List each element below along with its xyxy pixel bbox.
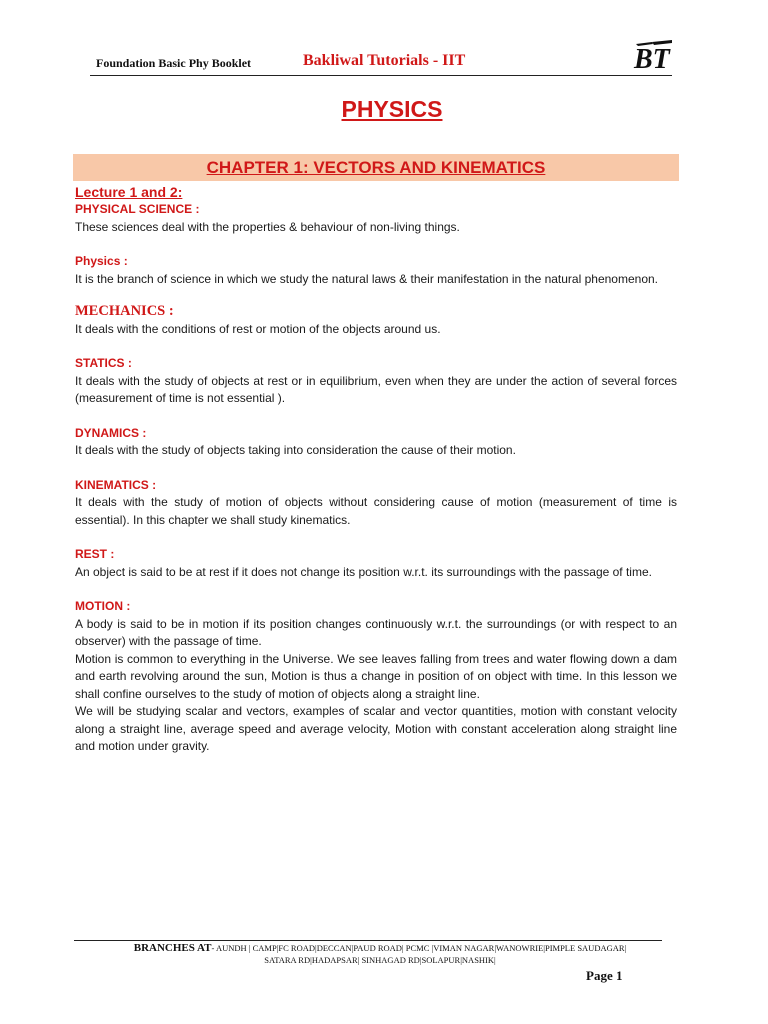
section-body-physical-science: These sciences deal with the properties & behaviour of non-living things. bbox=[75, 219, 460, 234]
logo-text: BT bbox=[634, 44, 670, 72]
booklet-name: Foundation Basic Phy Booklet bbox=[96, 56, 252, 70]
section-heading-statics: STATICS : bbox=[75, 356, 132, 370]
section-body-motion-3: We will be studying scalar and vectors, examples of scalar and vector quantities, motion with constant velocity along a straight line, average speed and average velocity, Motion with constant acceleration along straight line and motion under gravity. bbox=[75, 704, 677, 753]
section-heading-kinematics: KINEMATICS : bbox=[75, 477, 157, 492]
bt-logo-icon bbox=[632, 38, 674, 72]
branches-label: BRANCHES AT bbox=[133, 942, 212, 954]
section-heading-physical-science: PHYSICAL SCIENCE : bbox=[75, 202, 200, 216]
branches-line-1: - AUNDH | CAMP|FC ROAD|DECCAN|PAUD ROAD| PCMC |VIMAN NAGAR|WANOWRIE|PIMPLE SAUDAGAR| bbox=[211, 943, 627, 953]
section-body-mechanics: It deals with the conditions of rest or motion of the objects around us. bbox=[75, 321, 441, 336]
footer-rule bbox=[74, 940, 662, 941]
section-body-kinematics: It deals with the study of motion of objects without considering cause of motion (measurement of time is essential). In this chapter we shall study kinematics. bbox=[75, 495, 677, 527]
section-body-physics: It is the branch of science in which we study the natural laws & their manifestation in the natural phenomenon. bbox=[75, 271, 658, 286]
section-body-rest: An object is said to be at rest if it does not change its position w.r.t. its surroundings with the passage of time. bbox=[75, 564, 652, 579]
lecture-heading: Lecture 1 and 2: bbox=[75, 184, 183, 200]
section-body-dynamics: It deals with the study of objects taking into consideration the cause of their motion. bbox=[75, 443, 516, 457]
section-heading-motion: MOTION : bbox=[75, 599, 131, 613]
section-heading-dynamics: DYNAMICS : bbox=[75, 425, 147, 440]
section-body-motion-2: Motion is common to everything in the Universe. We see leaves falling from trees and water flowing down a dam and earth revolving around the sun, Motion is thus a change in position of on object with time. In this lesson we shall confine ourselves to the study of motion of objects along a straight line. bbox=[75, 651, 677, 701]
page-number: Page 1 bbox=[586, 968, 623, 983]
page-title-text: PHYSICS bbox=[341, 96, 443, 122]
section-heading-physics: Physics : bbox=[75, 254, 128, 268]
page-title bbox=[0, 96, 768, 123]
header-rule bbox=[90, 75, 672, 76]
branches-line-2: SATARA RD|HADAPSAR| SINHAGAD RD|SOLAPUR|NASHIK| bbox=[264, 955, 496, 965]
footer-branches bbox=[100, 942, 660, 966]
section-heading-mechanics: MECHANICS : bbox=[75, 303, 174, 319]
chapter-banner bbox=[73, 154, 679, 181]
section-body-statics: It deals with the study of objects at rest or in equilibrium, even when they are under the action of several forces (measurement of time is not essential ). bbox=[75, 373, 677, 405]
institute-name: Bakliwal Tutorials - IIT bbox=[303, 52, 466, 69]
document-body bbox=[75, 183, 677, 756]
section-heading-rest: REST : bbox=[75, 547, 115, 561]
section-body-motion: A body is said to be in motion if its position changes continuously w.r.t. the surroundings (or with respect to an observer) with the passage of time. bbox=[75, 616, 677, 648]
chapter-title: CHAPTER 1: VECTORS AND KINEMATICS bbox=[206, 158, 546, 177]
